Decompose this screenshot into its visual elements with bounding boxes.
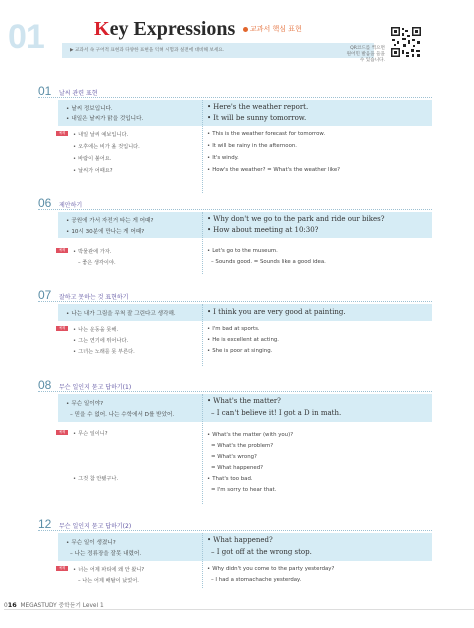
section-divider xyxy=(38,391,432,392)
example-english-line: • How's the weather? = What's the weather like? xyxy=(207,167,340,173)
band-korean-line: • 10시 30분에 만나는 게 어때? xyxy=(66,227,144,235)
qr-note-line-2: 원어민 발음을 들을 수 있습니다. xyxy=(346,52,385,63)
section-number: 12 xyxy=(38,517,52,531)
band-english-text: Here's the weather report. xyxy=(213,103,309,111)
example-english-line: • He is excellent at acting. xyxy=(207,337,279,343)
section-title: 무슨 일인지 묻고 답하기(1) xyxy=(59,384,132,391)
example-english-line: • That's too bad. xyxy=(207,476,253,482)
title-initial: K xyxy=(94,18,110,40)
example-tag: 예제 xyxy=(56,326,68,331)
example-korean-line: • 박물관에 가자. xyxy=(73,248,111,255)
band-korean-line: – 나는 정류장을 잘못 내렸어. xyxy=(70,551,142,557)
column-separator xyxy=(202,533,203,588)
band-korean-line: • 무슨 일이야? xyxy=(66,399,103,407)
qr-note xyxy=(345,46,385,64)
band-korean-line: • 날씨 정보입니다. xyxy=(66,104,113,112)
band-english-text: What's the matter? xyxy=(213,397,281,405)
page-subtitle: 교과서 핵심 표현 xyxy=(250,25,302,33)
section-number: 06 xyxy=(38,196,52,210)
page-number: 16 xyxy=(7,601,17,609)
band-english-text: I think you are very good at painting. xyxy=(213,308,346,316)
band-english-line xyxy=(207,103,308,111)
band-english-text: – I can't believe it! I got a D in math. xyxy=(211,409,342,417)
band-korean-line: • 내일은 날씨가 맑을 것입니다. xyxy=(66,114,143,122)
section-divider xyxy=(38,97,432,98)
band-korean-line: • 무슨 일이 생겼니? xyxy=(66,538,116,546)
section-title: 제안하기 xyxy=(59,202,83,209)
band-english-line xyxy=(207,536,273,544)
column-separator xyxy=(202,212,203,274)
band-english-line xyxy=(207,308,346,316)
section-title: 무슨 일인지 묻고 답하기(2) xyxy=(59,523,132,530)
band-english-line xyxy=(207,226,318,234)
band-english-text: What happened? xyxy=(213,536,273,544)
example-english-line: = What's wrong? xyxy=(211,454,257,460)
example-korean-line: • 날씨가 어때요? xyxy=(73,167,113,174)
title-rest: ey Expressions xyxy=(109,18,236,40)
band-korean-line: • 나는 내가 그림을 무척 잘 그린다고 생각해. xyxy=(66,309,176,317)
example-english-line: • It's windy. xyxy=(207,155,239,161)
section-divider xyxy=(38,209,432,210)
example-english-line: – Sounds good. = Sounds like a good idea. xyxy=(211,259,326,265)
example-english-line: = What's the problem? xyxy=(211,443,274,449)
section-number: 08 xyxy=(38,378,52,392)
example-korean-line: – 나는 어제 배탈이 났었어. xyxy=(78,578,139,584)
example-english-line: • Let's go to the museum. xyxy=(207,248,278,254)
qr-note-line-1: QR코드를 찍으면 xyxy=(350,46,385,51)
subtitle-bullet-icon xyxy=(243,27,248,32)
band-english-line xyxy=(207,114,306,122)
band-english-line xyxy=(211,548,312,556)
example-korean-line: • 나는 운동을 못해. xyxy=(73,326,118,333)
chapter-number: 01 xyxy=(8,18,44,56)
example-english-line: – I had a stomachache yesterday. xyxy=(211,577,302,583)
section-divider xyxy=(38,301,432,302)
footer-divider xyxy=(4,609,474,610)
section-title: 날씨 관련 표현 xyxy=(59,90,98,97)
qr-code-icon[interactable] xyxy=(390,26,422,58)
band-english-text: Why don't we go to the park and ride our bikes? xyxy=(213,215,385,223)
page-footer xyxy=(4,600,104,609)
example-tag: 예제 xyxy=(56,566,68,571)
example-english-line: • Why didn't you come to the party yesterday? xyxy=(207,566,334,572)
example-korean-line: – 좋은 생각이야. xyxy=(78,260,116,266)
example-english-line: = What happened? xyxy=(211,465,264,471)
example-english-line: • It will be rainy in the afternoon. xyxy=(207,143,297,149)
band-korean-line: • 공원에 가서 자전거 타는 게 어때? xyxy=(66,216,153,224)
column-separator xyxy=(202,304,203,366)
band-english-text: – I got off at the wrong stop. xyxy=(211,548,312,556)
band-english-line xyxy=(207,397,281,405)
example-tag: 예제 xyxy=(56,131,68,136)
example-english-line: • I'm bad at sports. xyxy=(207,326,260,332)
column-separator xyxy=(202,394,203,504)
example-english-line: • What's the matter (with you)? xyxy=(207,432,293,438)
example-korean-line: • 그녀는 노래를 못 부른다. xyxy=(73,348,135,355)
section-divider xyxy=(38,530,432,531)
band-english-line xyxy=(211,409,341,417)
example-english-line: = I'm sorry to hear that. xyxy=(211,487,277,493)
example-korean-line: • 너는 어제 파티에 왜 안 왔니? xyxy=(73,566,144,573)
example-english-line: • She is poor at singing. xyxy=(207,348,272,354)
example-korean-line: • 바람이 불어요. xyxy=(73,155,111,162)
example-korean-line: • 그것 참 안됐구나. xyxy=(73,475,118,482)
band-english-text: It will be sunny tomorrow. xyxy=(213,114,307,122)
example-korean-line: • 내일 날씨 예보입니다. xyxy=(73,131,128,138)
example-korean-line: • 그는 연기에 뛰어나다. xyxy=(73,337,128,344)
band-english-line xyxy=(207,215,384,223)
section-title: 잘하고 못하는 것 표현하기 xyxy=(59,294,129,301)
example-tag: 예제 xyxy=(56,430,68,435)
example-korean-line: • 오후에는 비가 올 것입니다. xyxy=(73,143,140,150)
page-title xyxy=(94,18,235,41)
book-title: MEGASTUDY 중학듣기 Level 1 xyxy=(20,603,104,609)
page-number-prefix: 0 xyxy=(4,603,8,609)
header-description: ▶ 교과서 속 구어적 표현과 다양한 표현을 익혀 시험과 실전에 대비해 보세요. xyxy=(70,48,225,53)
example-english-line: • This is the weather forecast for tomorrow. xyxy=(207,131,325,137)
example-tag: 예제 xyxy=(56,248,68,253)
column-separator xyxy=(202,100,203,193)
section-number: 01 xyxy=(38,84,52,98)
band-english-text: How about meeting at 10:30? xyxy=(213,226,319,234)
example-korean-line: • 무슨 일이니? xyxy=(73,430,108,437)
band-korean-line: – 믿을 수 없어. 나는 수학에서 D를 받았어. xyxy=(70,412,175,418)
section-number: 07 xyxy=(38,288,52,302)
